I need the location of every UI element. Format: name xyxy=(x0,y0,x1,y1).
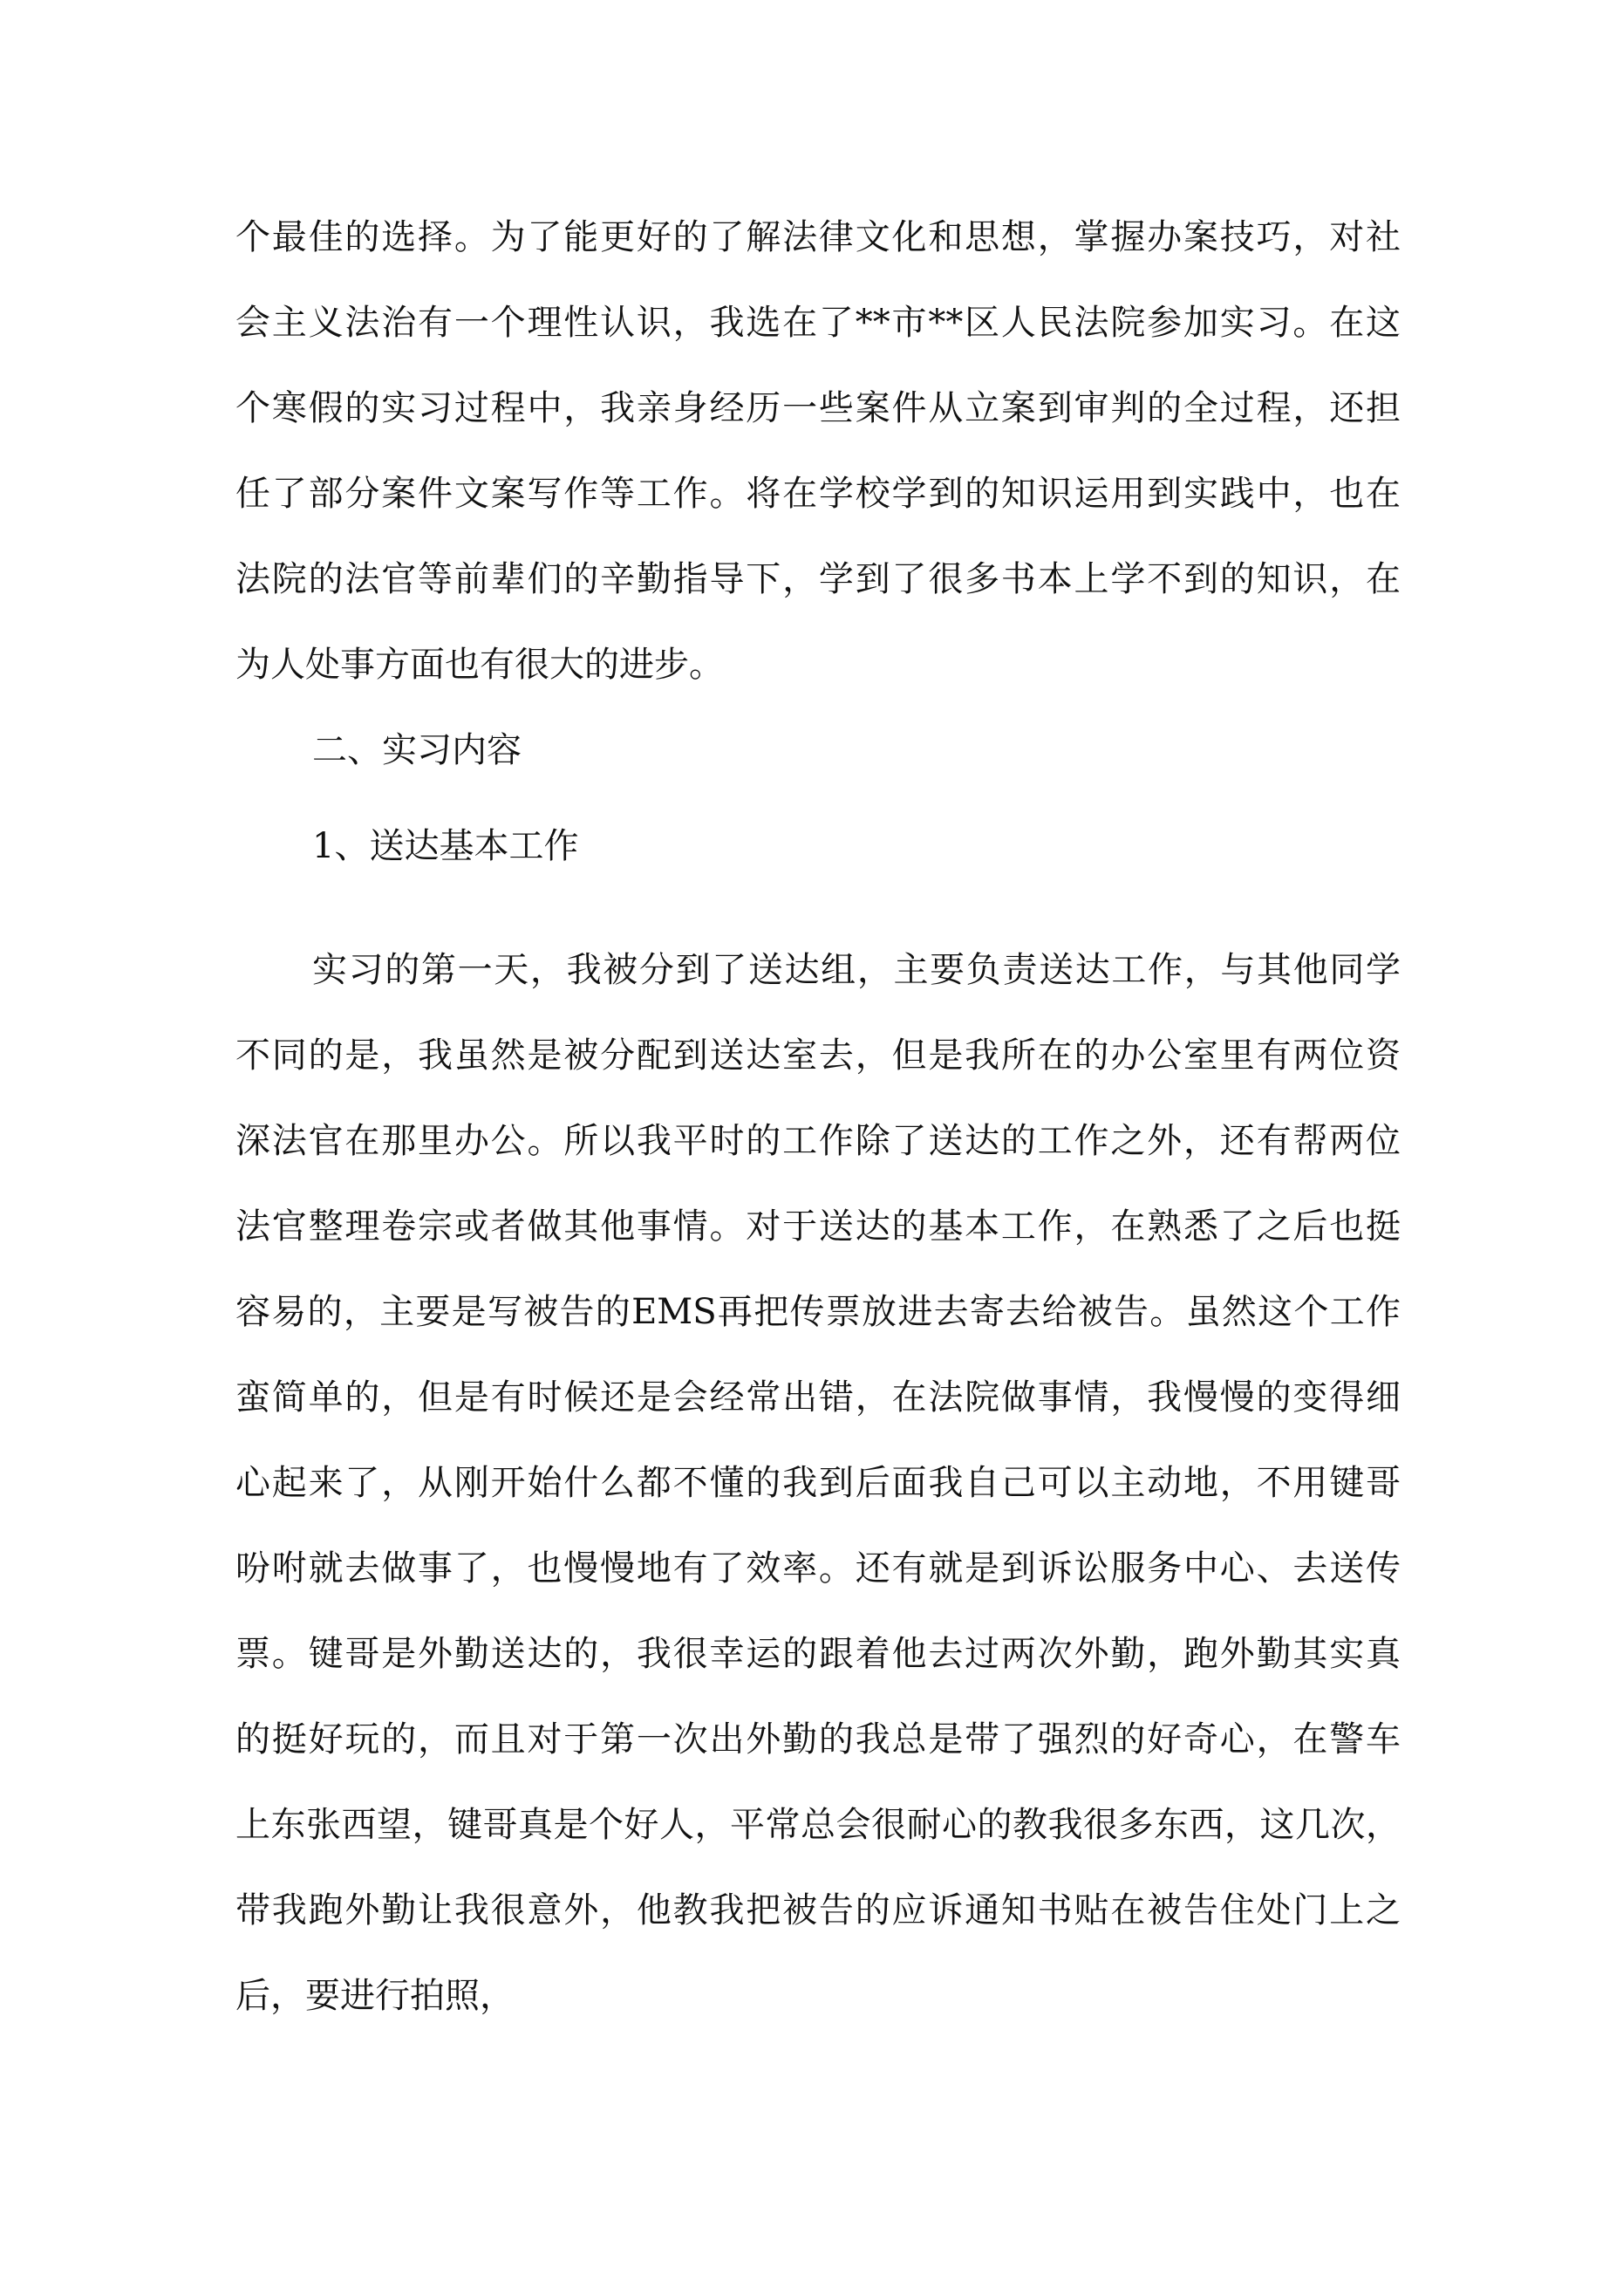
body-line-4: 法官整理卷宗或者做其他事情。对于送达的基本工作，在熟悉了之后也挺 xyxy=(235,1206,1401,1247)
intro-line-1: 个最佳的选择。为了能更好的了解法律文化和思想，掌握办案技巧，对社 xyxy=(235,217,1401,257)
body-line-10: 的挺好玩的，而且对于第一次出外勤的我总是带了强烈的好奇心，在警车 xyxy=(235,1719,1401,1760)
body-line-9: 票。键哥是外勤送达的，我很幸运的跟着他去过两次外勤，跑外勤其实真 xyxy=(235,1634,1401,1674)
section-heading: 二、实习内容 xyxy=(312,730,522,770)
body-line-6: 蛮简单的，但是有时候还是会经常出错，在法院做事情，我慢慢的变得细 xyxy=(235,1377,1401,1418)
body-line-7: 心起来了，从刚开始什么都不懂的我到后面我自己可以主动地，不用键哥 xyxy=(235,1463,1401,1503)
intro-line-2: 会主义法治有一个理性认识，我选在了**市**区人民法院参加实习。在这 xyxy=(235,303,1401,343)
intro-line-3: 个寒假的实习过程中，我亲身经历一些案件从立案到审判的全过程，还担 xyxy=(235,388,1401,428)
body-line-11: 上东张西望，键哥真是个好人，平常总会很耐心的教我很多东西，这几次， xyxy=(235,1805,1401,1845)
intro-line-5: 法院的法官等前辈们的辛勤指导下，学到了很多书本上学不到的知识，在 xyxy=(235,559,1401,599)
body-line-1: 实习的第一天，我被分到了送达组，主要负责送达工作，与其他同学 xyxy=(312,950,1401,990)
body-line-13: 后，要进行拍照， xyxy=(235,1976,515,2016)
sub-heading: 1、送达基本工作 xyxy=(312,826,579,866)
body-line-12: 带我跑外勤让我很意外，他教我把被告的应诉通知书贴在被告住处门上之 xyxy=(235,1890,1401,1930)
intro-line-4: 任了部分案件文案写作等工作。将在学校学到的知识运用到实践中，也在 xyxy=(235,474,1401,514)
intro-line-6: 为人处事方面也有很大的进步。 xyxy=(235,645,724,685)
body-line-2: 不同的是，我虽然是被分配到送达室去，但是我所在的办公室里有两位资 xyxy=(235,1035,1401,1076)
body-line-8: 吩咐就去做事了，也慢慢地有了效率。还有就是到诉讼服务中心、去送传 xyxy=(235,1548,1401,1589)
body-line-3: 深法官在那里办公。所以我平时的工作除了送达的工作之外，还有帮两位 xyxy=(235,1121,1401,1161)
body-line-5: 容易的，主要是写被告的EMS再把传票放进去寄去给被告。虽然这个工作 xyxy=(235,1292,1401,1332)
